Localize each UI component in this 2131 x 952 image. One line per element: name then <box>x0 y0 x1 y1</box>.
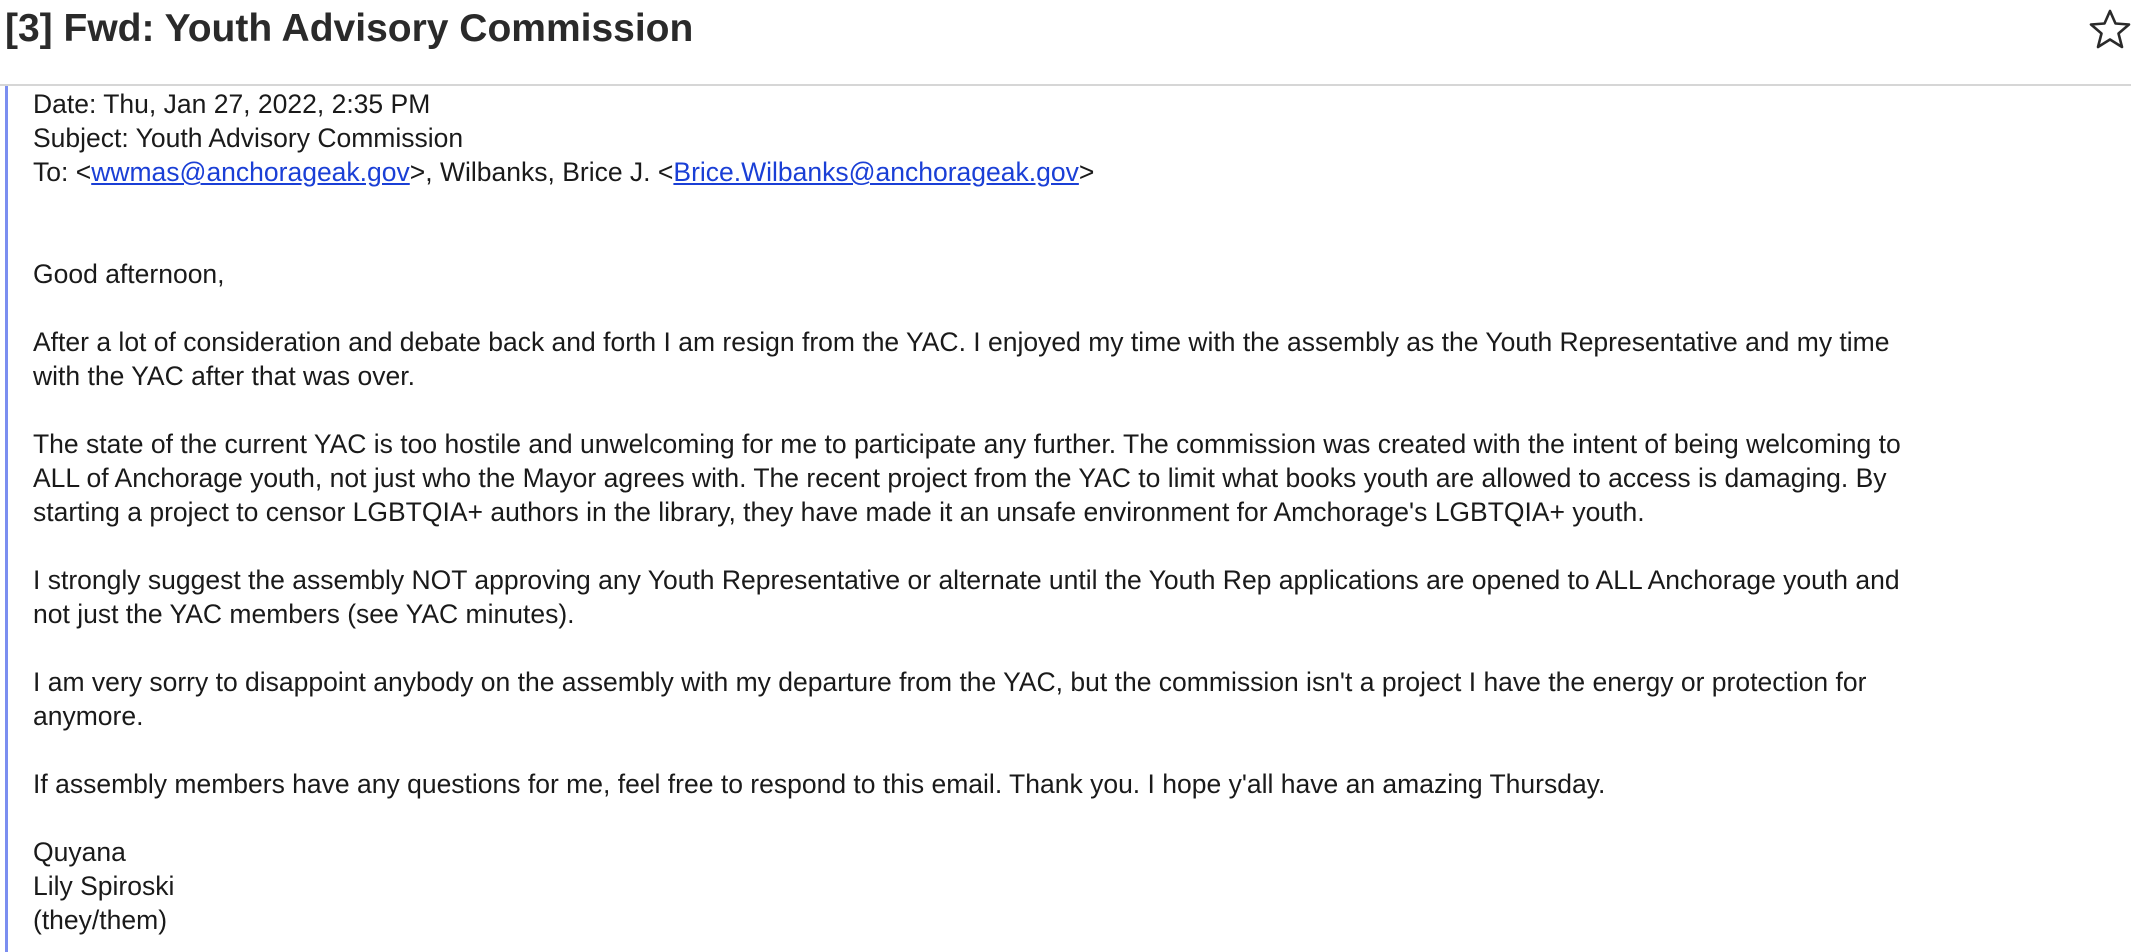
paragraph-1-line-1: After a lot of consideration and debate back and forth I am resign from the YAC. I enjoyed my time with the assembly as the Youth Representative and my time <box>33 327 1890 357</box>
spacer <box>33 529 2113 563</box>
meta-date: Date: Thu, Jan 27, 2022, 2:35 PM <box>33 89 431 119</box>
spacer <box>33 291 2113 325</box>
paragraph-3-line-1: I strongly suggest the assembly NOT approving any Youth Representative or alternate until the Youth Rep applications are opened to ALL Anchorage youth and <box>33 565 1900 595</box>
spacer <box>33 631 2113 665</box>
email-header <box>0 0 2131 86</box>
meta-subject: Subject: Youth Advisory Commission <box>33 123 464 153</box>
email-subject-title: [3] Fwd: Youth Advisory Commission <box>5 7 694 50</box>
spacer <box>33 801 2113 835</box>
paragraph-1-line-2: with the YAC after that was over. <box>33 361 415 391</box>
meta-to <box>33 155 2113 189</box>
star-icon[interactable] <box>2088 8 2131 52</box>
spacer <box>33 189 2113 257</box>
quote-bar <box>5 86 8 952</box>
signature-name: Lily Spiroski <box>33 871 175 901</box>
email-link-wwmas[interactable]: wwmas@anchorageak.gov <box>91 157 410 187</box>
paragraph-4-line-1: I am very sorry to disappoint anybody on the assembly with my departure from the YAC, but the commission isn't a project I have the energy or protection for <box>33 667 1867 697</box>
paragraph-2-line-3: starting a project to censor LGBTQIA+ authors in the library, they have made it an unsafe environment for Amchorage's LGBTQIA+ youth. <box>33 497 1645 527</box>
to-prefix: To: < <box>33 157 92 187</box>
signature-closing: Quyana <box>33 837 126 867</box>
signature-pronouns: (they/them) <box>33 905 168 935</box>
paragraph-5-line-1: If assembly members have any questions for me, feel free to respond to this email. Thank you. I hope y'all have an amazing Thursday. <box>33 769 1606 799</box>
email-body <box>33 87 2113 937</box>
paragraph-4-line-2: anymore. <box>33 701 144 731</box>
spacer <box>33 393 2113 427</box>
spacer <box>33 733 2113 767</box>
greeting: Good afternoon, <box>33 259 225 289</box>
paragraph-2-line-2: ALL of Anchorage youth, not just who the Mayor agrees with. The recent project from the YAC to limit what books youth are allowed to access is damaging. By <box>33 463 1887 493</box>
to-suffix: > <box>1078 157 1095 187</box>
paragraph-3-line-2: not just the YAC members (see YAC minutes). <box>33 599 575 629</box>
paragraph-2-line-1: The state of the current YAC is too hostile and unwelcoming for me to participate any further. The commission was created with the intent of being welcoming to <box>33 429 1901 459</box>
email-link-wilbanks[interactable]: Brice.Wilbanks@anchorageak.gov <box>673 157 1079 187</box>
to-middle: >, Wilbanks, Brice J. < <box>409 157 674 187</box>
